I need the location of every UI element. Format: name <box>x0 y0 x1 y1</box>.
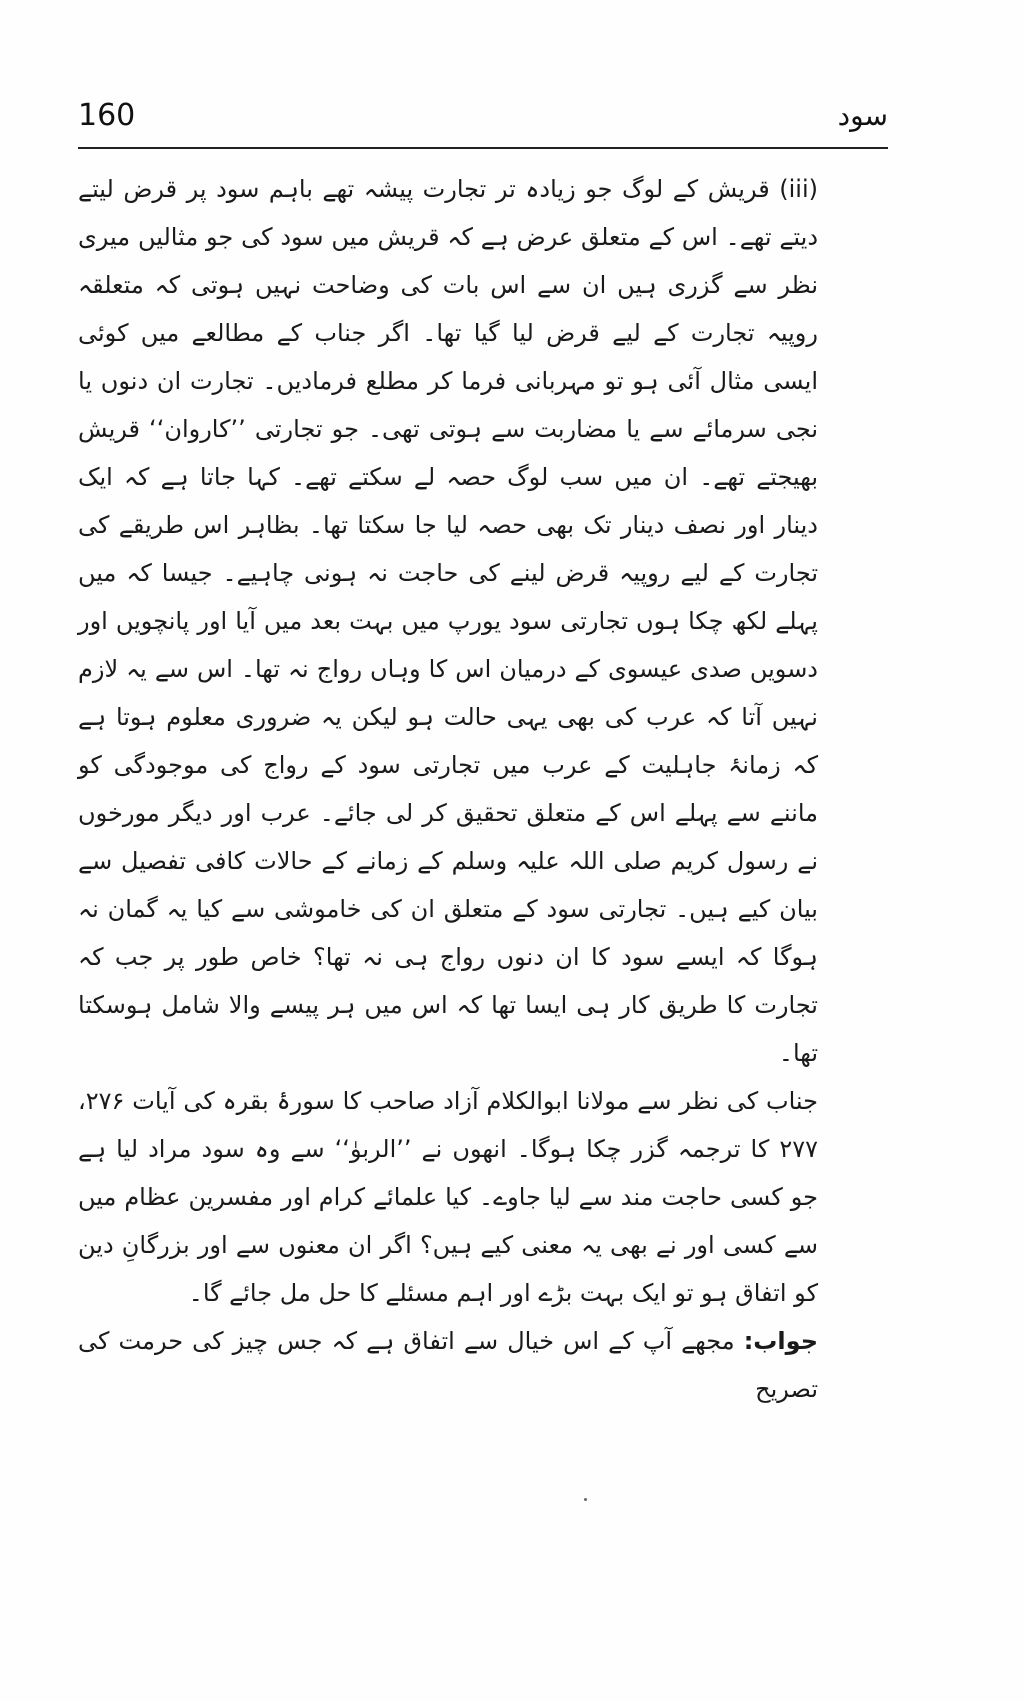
answer-text: مجھے آپ کے اس خیال سے اتفاق ہے کہ جس چیز کی حرمت کی تصریح <box>78 1327 818 1403</box>
running-head <box>78 96 888 146</box>
answer-label: جواب: <box>743 1327 818 1355</box>
print-speck <box>584 1498 587 1501</box>
answer-paragraph <box>78 1317 818 1413</box>
azad-translation-paragraph: جناب کی نظر سے مولانا ابوالکلام آزاد صاحب کا سورۂ بقرہ کی آیات ۲۷۶، ۲۷۷ کا ترجمہ گزر چکا ہوگا۔ انھوں نے ’’الربوٰ‘‘ سے وہ سود مراد لیا ہے جو کسی حاجت مند سے لیا جاوے۔ کیا علمائے کرام اور مفسرین عظام میں سے کسی اور نے بھی یہ معنی کیے ہیں؟ اگر ان معنوں سے اور بزرگانِ دین کو اتفاق ہو تو ایک بہت بڑے اور اہم مسئلے کا حل مل جائے گا۔ <box>78 1087 818 1307</box>
header-divider <box>78 147 888 149</box>
question-paragraph: (iii) قریش کے لوگ جو زیادہ تر تجارت پیشہ تھے باہم سود پر قرض لیتے دیتے تھے۔ اس کے متعلق عرض ہے کہ قریش میں سود کی جو مثالیں میری نظر سے گزری ہیں ان سے اس بات کی وضاحت نہیں ہوتی کہ متعلقہ روپیہ تجارت کے لیے قرض لیا گیا تھا۔ اگر جناب کے مطالعے میں کوئی ایسی مثال آئی ہو تو مہربانی فرما کر مطلع فرمادیں۔ تجارت ان دنوں یا نجی سرمائے سے یا مضاربت سے ہوتی تھی۔ جو تجارتی ’’کاروان‘‘ قریش بھیجتے تھے۔ ان میں سب لوگ حصہ لے سکتے تھے۔ کہا جاتا ہے کہ ایک دینار اور نصف دینار تک بھی حصہ لیا جا سکتا تھا۔ بظاہر اس طریقے کی تجارت کے لیے روپیہ قرض لینے کی حاجت نہ ہونی چاہیے۔ جیسا کہ میں پہلے لکھ چکا ہوں تجارتی سود یورپ میں بہت بعد میں آیا اور پانچویں اور دسویں صدی عیسوی کے درمیان اس کا وہاں رواج نہ تھا۔ اس سے یہ لازم نہیں آتا کہ عرب کی بھی یہی حالت ہو لیکن یہ ضروری معلوم ہوتا ہے کہ زمانۂ جاہلیت کے عرب میں تجارتی سود کے رواج کی موجودگی کو ماننے سے پہلے اس کے متعلق تحقیق کر لی جائے۔ عرب اور دیگر مورخوں نے رسول کریم صلی اللہ علیہ وسلم کے زمانے کے حالات کافی تفصیل سے بیان کیے ہیں۔ تجارتی سود کے متعلق ان کی خاموشی سے کیا یہ گمان نہ ہوگا کہ ایسے سود کا ان دنوں رواج ہی نہ تھا؟ خاص طور پر جب کہ تجارت کا طریق کار ہی ایسا تھا کہ اس میں ہر پیسے والا شامل ہوسکتا تھا۔ <box>78 175 818 1067</box>
body-text <box>78 165 818 1413</box>
page-number: 160 <box>78 98 136 133</box>
chapter-title: سود <box>837 99 888 132</box>
